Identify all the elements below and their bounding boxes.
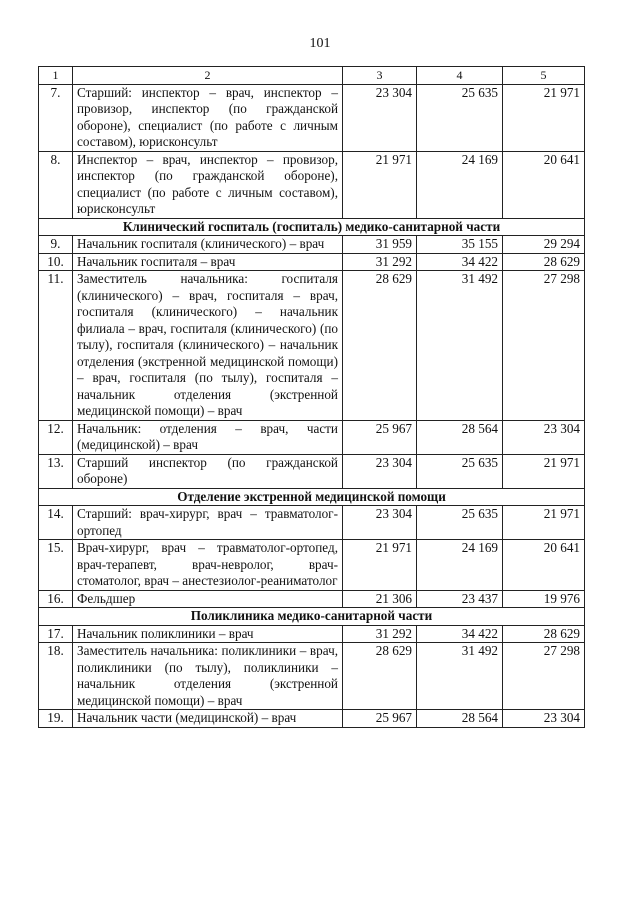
- row-number: 8.: [39, 151, 73, 218]
- table-row: [39, 253, 585, 271]
- value-col-4: 25 635: [417, 506, 503, 540]
- row-number: 12.: [39, 420, 73, 454]
- value-col-3: 23 304: [343, 506, 417, 540]
- position-title: Заместитель начальника: госпиталя (клинического) – врач, госпиталя – врач, госпиталя (клинического) – начальник филиала – врач, госпиталя (клинического) (по тылу), госпиталя (клинического) – начальник отделения (экстренной медицинской помощи) – врач, госпиталя (по тылу), госпиталя – начальник отделения (экстренной медицинской помощи) – врач: [73, 271, 343, 421]
- position-title: Старший инспектор (по гражданской обороне): [73, 454, 343, 488]
- section-header-row: [39, 218, 585, 236]
- value-col-4: 31 492: [417, 643, 503, 710]
- position-title: Фельдшер: [73, 590, 343, 608]
- position-title: Старший: врач-хирург, врач – травматолог-ортопед: [73, 506, 343, 540]
- value-col-5: 21 971: [503, 84, 585, 151]
- table-row: [39, 625, 585, 643]
- value-col-5: 27 298: [503, 271, 585, 421]
- position-title: Заместитель начальника: поликлиники – врач, поликлиники (по тылу), поликлиники – начальник отделения (экстренной медицинской помощи) – врач: [73, 643, 343, 710]
- value-col-3: 25 967: [343, 710, 417, 728]
- value-col-5: 20 641: [503, 540, 585, 591]
- value-col-3: 21 971: [343, 540, 417, 591]
- value-col-4: 24 169: [417, 151, 503, 218]
- position-title: Начальник части (медицинской) – врач: [73, 710, 343, 728]
- table-row: [39, 506, 585, 540]
- position-title: Начальник: отделения – врач, части (медицинской) – врач: [73, 420, 343, 454]
- table-header-row: [39, 67, 585, 85]
- position-title: Начальник госпиталя (клинического) – врач: [73, 236, 343, 254]
- value-col-4: 25 635: [417, 84, 503, 151]
- row-number: 13.: [39, 454, 73, 488]
- position-title: Начальник поликлиники – врач: [73, 625, 343, 643]
- row-number: 16.: [39, 590, 73, 608]
- value-col-5: 23 304: [503, 420, 585, 454]
- value-col-4: 31 492: [417, 271, 503, 421]
- row-number: 10.: [39, 253, 73, 271]
- table-row: [39, 271, 585, 421]
- row-number: 7.: [39, 84, 73, 151]
- position-title: Врач-хирург, врач – травматолог-ортопед, врач-терапевт, врач-невролог, врач-стоматолог, врач – анестезиолог-реаниматолог: [73, 540, 343, 591]
- section-title: Клинический госпиталь (госпиталь) медико-санитарной части: [39, 218, 585, 236]
- value-col-4: 28 564: [417, 710, 503, 728]
- value-col-5: 21 971: [503, 454, 585, 488]
- value-col-4: 25 635: [417, 454, 503, 488]
- table-row: [39, 420, 585, 454]
- column-header: 4: [417, 67, 503, 85]
- column-header: 2: [73, 67, 343, 85]
- value-col-4: 24 169: [417, 540, 503, 591]
- position-title: Старший: инспектор – врач, инспектор – провизор, инспектор (по гражданской обороне), специалист (по работе с личным составом), юрисконсульт: [73, 84, 343, 151]
- value-col-5: 28 629: [503, 253, 585, 271]
- column-header: 3: [343, 67, 417, 85]
- value-col-5: 28 629: [503, 625, 585, 643]
- row-number: 9.: [39, 236, 73, 254]
- table-row: [39, 643, 585, 710]
- table-row: [39, 454, 585, 488]
- value-col-3: 21 306: [343, 590, 417, 608]
- value-col-3: 31 959: [343, 236, 417, 254]
- page-number: 101: [309, 36, 331, 51]
- value-col-4: 34 422: [417, 625, 503, 643]
- value-col-5: 19 976: [503, 590, 585, 608]
- value-col-5: 29 294: [503, 236, 585, 254]
- value-col-3: 23 304: [343, 84, 417, 151]
- value-col-3: 21 971: [343, 151, 417, 218]
- row-number: 18.: [39, 643, 73, 710]
- section-title: Поликлиника медико-санитарной части: [39, 608, 585, 626]
- table-body: [39, 67, 585, 728]
- value-col-5: 20 641: [503, 151, 585, 218]
- value-col-4: 35 155: [417, 236, 503, 254]
- value-col-3: 23 304: [343, 454, 417, 488]
- column-header: 5: [503, 67, 585, 85]
- row-number: 14.: [39, 506, 73, 540]
- table-row: [39, 236, 585, 254]
- value-col-5: 21 971: [503, 506, 585, 540]
- table-row: [39, 710, 585, 728]
- row-number: 15.: [39, 540, 73, 591]
- position-title: Начальник госпиталя – врач: [73, 253, 343, 271]
- row-number: 19.: [39, 710, 73, 728]
- value-col-4: 28 564: [417, 420, 503, 454]
- value-col-3: 31 292: [343, 625, 417, 643]
- value-col-5: 23 304: [503, 710, 585, 728]
- value-col-4: 23 437: [417, 590, 503, 608]
- value-col-3: 28 629: [343, 643, 417, 710]
- value-col-3: 25 967: [343, 420, 417, 454]
- column-header: 1: [39, 67, 73, 85]
- table-row: [39, 590, 585, 608]
- table-row: [39, 84, 585, 151]
- position-title: Инспектор – врач, инспектор – провизор, инспектор (по гражданской обороне), специалист (по работе с личным составом), юрисконсульт: [73, 151, 343, 218]
- value-col-5: 27 298: [503, 643, 585, 710]
- salary-table: [38, 66, 585, 728]
- section-title: Отделение экстренной медицинской помощи: [39, 488, 585, 506]
- section-header-row: [39, 488, 585, 506]
- table-row: [39, 151, 585, 218]
- section-header-row: [39, 608, 585, 626]
- value-col-3: 31 292: [343, 253, 417, 271]
- row-number: 17.: [39, 625, 73, 643]
- value-col-3: 28 629: [343, 271, 417, 421]
- row-number: 11.: [39, 271, 73, 421]
- table-row: [39, 540, 585, 591]
- value-col-4: 34 422: [417, 253, 503, 271]
